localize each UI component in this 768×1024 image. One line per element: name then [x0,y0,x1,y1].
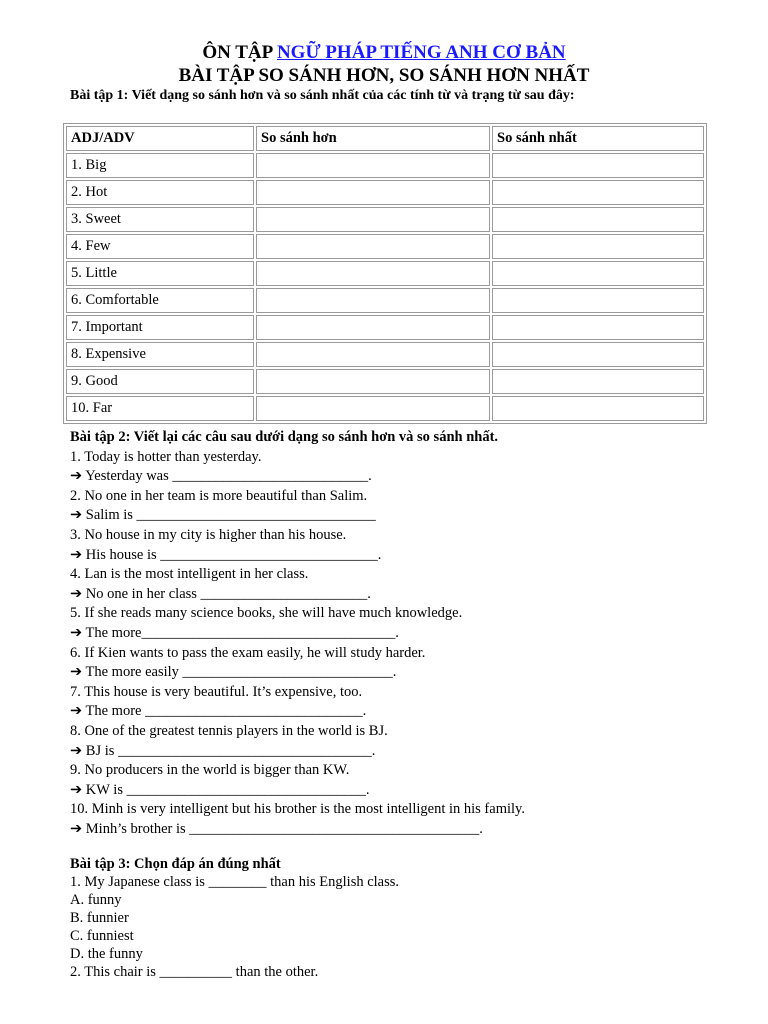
table-row [66,153,704,178]
comparison-table [63,123,707,424]
comparative-answer-cell[interactable] [256,207,490,232]
word-cell: 10. Far [66,396,254,421]
answer-option: C. funniest [70,928,134,944]
exercise1-instruction: Bài tập 1: Viết dạng so sánh hơn và so sánh nhất của các tính từ và trạng từ sau đây: [70,88,575,103]
page-subtitle: BÀI TẬP SO SÁNH HƠN, SO SÁNH HƠN NHẤT [178,65,590,86]
answer-line: ➔ KW is _________________________________. [70,781,370,798]
answer-option: D. the funny [70,946,143,962]
comparative-answer-cell[interactable] [256,342,490,367]
question-line: 3. No house in my city is higher than his house. [70,526,347,543]
question-line: 2. No one in her team is more beautiful than Salim. [70,487,368,504]
superlative-answer-cell[interactable] [492,369,704,394]
word-cell: 4. Few [66,234,254,259]
comparative-answer-cell[interactable] [256,261,490,286]
column-header-superlative: So sánh nhất [492,126,704,151]
word-cell: 8. Expensive [66,342,254,367]
comparative-answer-cell[interactable] [256,315,490,340]
exercise3 [70,855,730,981]
answer-line: ➔ The more ______________________________. [70,703,367,720]
answer-line: ➔ No one in her class _______________________. [70,585,371,602]
question-line: 8. One of the greatest tennis players in the world is BJ. [70,722,388,739]
exercise2-lines [70,448,730,840]
answer-line: ➔ The more___________________________________. [70,624,399,641]
word-cell: 1. Big [66,153,254,178]
word-cell: 2. Hot [66,180,254,205]
superlative-answer-cell[interactable] [492,288,704,313]
question-line: 4. Lan is the most intelligent in her class. [70,566,309,583]
table-row [66,342,704,367]
answer-line: ➔ Yesterday was ___________________________. [70,468,372,485]
comparative-answer-cell[interactable] [256,288,490,313]
comparative-answer-cell[interactable] [256,180,490,205]
table-row [66,261,704,286]
answer-line: ➔ Minh’s brother is ________________________________________. [70,820,483,837]
comparative-answer-cell[interactable] [256,234,490,259]
comparative-answer-cell[interactable] [256,153,490,178]
table-header-row [66,126,704,151]
question-line: 9. No producers in the world is bigger than KW. [70,762,350,779]
exercise2-instruction: Bài tập 2: Viết lại các câu sau dưới dạng so sánh hơn và so sánh nhất. [70,429,499,445]
question-line: 1. My Japanese class is ________ than his English class. [70,874,400,890]
question-line: 6. If Kien wants to pass the exam easily, he will study harder. [70,644,426,661]
table-row [66,180,704,205]
exercise2 [70,428,730,839]
exercise3-lines [70,873,730,981]
superlative-answer-cell[interactable] [492,207,704,232]
grammar-topic-link[interactable]: NGỮ PHÁP TIẾNG ANH CƠ BẢN [276,42,566,63]
answer-line: ➔ BJ is ___________________________________. [70,742,376,759]
answer-line: ➔ The more easily _____________________________. [70,664,397,681]
column-header-comparative: So sánh hơn [256,126,490,151]
table-row [66,207,704,232]
superlative-answer-cell[interactable] [492,315,704,340]
page-title [0,42,768,64]
word-cell: 6. Comfortable [66,288,254,313]
table-row [66,315,704,340]
answer-line: ➔ Salim is _________________________________ [70,507,376,524]
exercise3-instruction: Bài tập 3: Chọn đáp án đúng nhất [70,856,281,872]
superlative-answer-cell[interactable] [492,342,704,367]
comparative-answer-cell[interactable] [256,369,490,394]
word-cell: 3. Sweet [66,207,254,232]
answer-option: A. funny [70,892,122,908]
column-header-adj: ADJ/ADV [66,126,254,151]
superlative-answer-cell[interactable] [492,180,704,205]
word-cell: 9. Good [66,369,254,394]
answer-line: ➔ His house is ______________________________. [70,546,382,563]
superlative-answer-cell[interactable] [492,261,704,286]
comparative-answer-cell[interactable] [256,396,490,421]
word-cell: 7. Important [66,315,254,340]
table-row [66,234,704,259]
word-cell: 5. Little [66,261,254,286]
table-row [66,288,704,313]
superlative-answer-cell[interactable] [492,396,704,421]
answer-option: B. funnier [70,910,129,926]
question-line: 5. If she reads many science books, she will have much knowledge. [70,605,463,622]
question-line: 1. Today is hotter than yesterday. [70,448,262,465]
question-line: 2. This chair is __________ than the other. [70,964,319,980]
question-line: 10. Minh is very intelligent but his brother is the most intelligent in his family. [70,801,525,818]
table-row [66,396,704,421]
superlative-answer-cell[interactable] [492,153,704,178]
superlative-answer-cell[interactable] [492,234,704,259]
question-line: 7. This house is very beautiful. It’s expensive, too. [70,683,363,700]
title-prefix: ÔN TẬP [202,42,273,63]
table-row [66,369,704,394]
